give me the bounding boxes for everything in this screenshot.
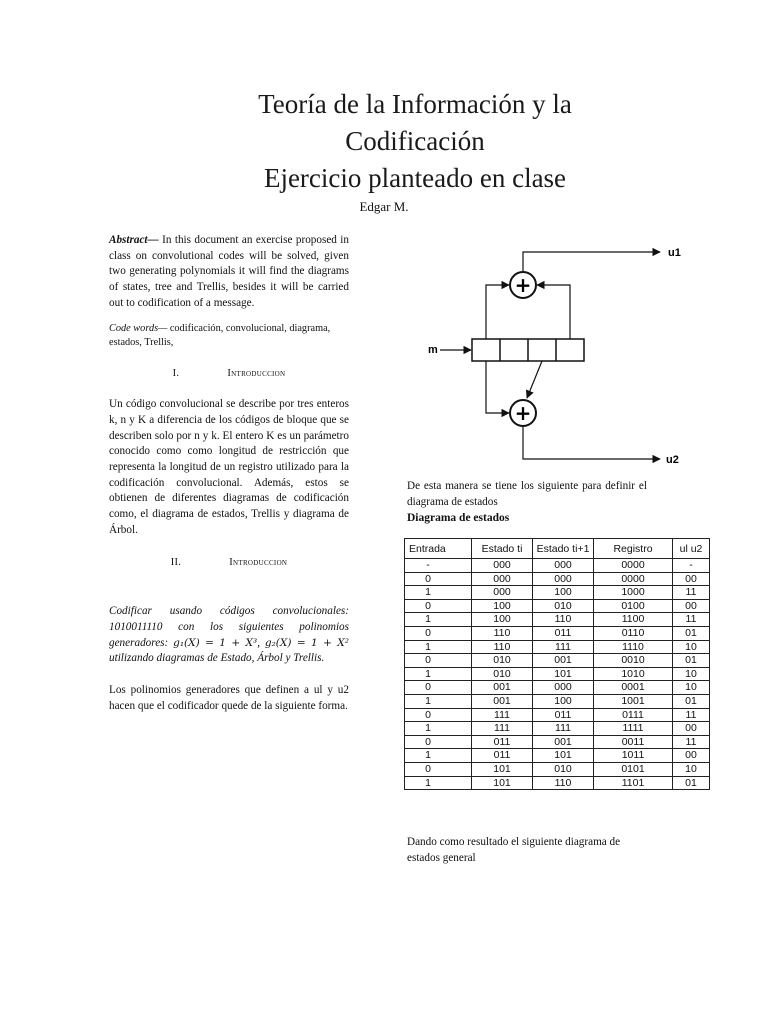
table-cell: 1 <box>405 722 472 736</box>
table-cell: 0 <box>405 599 472 613</box>
table-cell: 011 <box>472 749 533 763</box>
polynomial-g2: g₂(X) = 1 + X² <box>264 636 349 649</box>
table-cell: 10 <box>673 640 710 654</box>
header-entrada: Entrada <box>405 539 472 559</box>
table-row <box>405 586 710 600</box>
task-text-1: Codificar usando códigos convolucionales: 1010011110 con los siguientes polinomios generadores: <box>109 605 349 649</box>
title-line-2: Codificación <box>345 126 485 156</box>
table-cell: 001 <box>533 654 594 668</box>
table-cell: 0 <box>405 735 472 749</box>
table-cell: 101 <box>472 776 533 790</box>
table-cell: 110 <box>533 613 594 627</box>
section-heading-2 <box>109 555 349 571</box>
table-cell: - <box>673 559 710 573</box>
table-cell: 0101 <box>594 762 673 776</box>
table-cell: 010 <box>533 762 594 776</box>
table-cell: 000 <box>533 559 594 573</box>
eq-separator: , <box>257 636 265 649</box>
table-row <box>405 640 710 654</box>
table-cell: 1000 <box>594 586 673 600</box>
table-cell: 01 <box>673 776 710 790</box>
section-title-2: Introduccion <box>229 556 288 568</box>
conclusion-text: Dando como resultado el siguiente diagrama de estados general <box>407 836 621 864</box>
table-cell: 111 <box>533 722 594 736</box>
state-diagram-heading: Diagrama de estados <box>407 512 510 524</box>
table-cell: 010 <box>533 599 594 613</box>
adder-top-symbol: + <box>514 273 532 297</box>
table-cell: 110 <box>533 776 594 790</box>
table-cell: 0011 <box>594 735 673 749</box>
state-table <box>404 538 710 790</box>
table-cell: 011 <box>533 626 594 640</box>
table-cell: 10 <box>673 667 710 681</box>
header-estado-ti: Estado ti <box>472 539 533 559</box>
table-cell: 0 <box>405 626 472 640</box>
table-cell: 11 <box>673 586 710 600</box>
keywords <box>109 322 349 350</box>
author: Edgar M. <box>359 199 409 214</box>
right-column-text <box>407 478 647 526</box>
header-u1u2: ul u2 <box>673 539 710 559</box>
conclusion <box>407 834 653 866</box>
task-text-2: utilizando diagramas de Estado, Árbol y Trellis. <box>109 652 325 665</box>
left-column <box>109 233 349 714</box>
table-cell: 111 <box>472 708 533 722</box>
section-number-1: I. <box>172 367 180 379</box>
title-line-3: Ejercicio planteado en clase <box>263 163 567 193</box>
table-cell: 1 <box>405 749 472 763</box>
state-intro: De esta manera se tiene los siguiente para definir el diagrama de estados <box>407 480 647 508</box>
table-cell: - <box>405 559 472 573</box>
abstract-text: In this document an exercise proposed in class on convolutional codes will be solved, given two generating polynomials it will find the diagrams of states, tree and Trellis, besides it will be carried out to codification of a message. <box>109 234 349 309</box>
table-cell: 1001 <box>594 694 673 708</box>
table-cell: 111 <box>533 640 594 654</box>
table-cell: 101 <box>533 749 594 763</box>
section-2-text: Los polinomios generadores que definen a ul y u2 hacen que el codificador quede de la siguiente forma. <box>109 684 349 712</box>
table-cell: 001 <box>533 735 594 749</box>
output-u2-label: u2 <box>666 454 679 466</box>
adder-bottom <box>510 400 536 426</box>
input-label: m <box>428 344 438 356</box>
table-cell: 1 <box>405 667 472 681</box>
table-row <box>405 559 710 573</box>
table-row <box>405 613 710 627</box>
table-cell: 0000 <box>594 559 673 573</box>
table-cell: 00 <box>673 749 710 763</box>
table-row <box>405 626 710 640</box>
table-cell: 0110 <box>594 626 673 640</box>
table-cell: 101 <box>472 762 533 776</box>
table-cell: 010 <box>472 667 533 681</box>
table-cell: 1 <box>405 613 472 627</box>
table-cell: 00 <box>673 572 710 586</box>
table-cell: 001 <box>472 681 533 695</box>
keywords-text: codificación, convolucional, diagrama, estados, Trellis, <box>109 322 331 348</box>
abstract-label: Abstract— <box>109 234 159 246</box>
adder-top <box>510 272 536 298</box>
paper-title <box>120 86 710 197</box>
table-cell: 0 <box>405 762 472 776</box>
table-cell: 100 <box>472 613 533 627</box>
table-row <box>405 749 710 763</box>
table-cell: 0010 <box>594 654 673 668</box>
table-cell: 010 <box>472 654 533 668</box>
table-cell: 0111 <box>594 708 673 722</box>
table-cell: 0 <box>405 708 472 722</box>
encoder-diagram <box>420 232 700 477</box>
table-cell: 00 <box>673 599 710 613</box>
table-cell: 110 <box>472 640 533 654</box>
table-cell: 0 <box>405 572 472 586</box>
polynomial-g1: g₁(X) = 1 + X³ <box>173 636 258 649</box>
top-connections <box>486 252 660 339</box>
table-cell: 1101 <box>594 776 673 790</box>
table-cell: 10 <box>673 681 710 695</box>
table-row <box>405 762 710 776</box>
table-cell: 0 <box>405 654 472 668</box>
table-cell: 100 <box>533 694 594 708</box>
table-cell: 10 <box>673 762 710 776</box>
table-cell: 000 <box>472 586 533 600</box>
table-cell: 000 <box>533 681 594 695</box>
table-cell: 110 <box>472 626 533 640</box>
adder-bottom-symbol: + <box>514 401 532 425</box>
table-cell: 1010 <box>594 667 673 681</box>
table-cell: 1110 <box>594 640 673 654</box>
table-cell: 1 <box>405 694 472 708</box>
table-cell: 011 <box>533 708 594 722</box>
table-cell: 0 <box>405 681 472 695</box>
table-cell: 1 <box>405 586 472 600</box>
section-1-text: Un código convolucional se describe por tres enteros k, n y K a diferencia de los códigos de bloque que se describen solo por n y k. El entero K es un parámetro conocido como como longitud de restricción que representa la longitud de un registro utilizado para la codificación convolucional. Además, estos se obtienen de diferentes diagramas de codificación como, el diagrama de estados, Trellis y diagrama de Árbol. <box>109 398 349 536</box>
table-cell: 000 <box>472 559 533 573</box>
table-cell: 11 <box>673 708 710 722</box>
table-row <box>405 735 710 749</box>
table-cell: 0000 <box>594 572 673 586</box>
header-registro: Registro <box>594 539 673 559</box>
table-cell: 001 <box>472 694 533 708</box>
table-cell: 011 <box>472 735 533 749</box>
table-cell: 01 <box>673 626 710 640</box>
table-row <box>405 572 710 586</box>
table-cell: 1 <box>405 776 472 790</box>
table-cell: 000 <box>472 572 533 586</box>
keywords-label: Code words— <box>109 322 168 334</box>
table-row <box>405 654 710 668</box>
table-row <box>405 776 710 790</box>
table-cell: 1100 <box>594 613 673 627</box>
table-row <box>405 599 710 613</box>
table-row <box>405 722 710 736</box>
abstract <box>109 233 349 312</box>
table-cell: 100 <box>533 586 594 600</box>
output-u1-label: u1 <box>668 247 681 259</box>
table-cell: 1111 <box>594 722 673 736</box>
table-row <box>405 681 710 695</box>
table-cell: 0001 <box>594 681 673 695</box>
table-cell: 000 <box>533 572 594 586</box>
table-body <box>405 559 710 790</box>
section-number-2: II. <box>170 556 182 568</box>
table-cell: 1 <box>405 640 472 654</box>
header-estado-ti1: Estado ti+1 <box>533 539 594 559</box>
table-cell: 01 <box>673 694 710 708</box>
table-row <box>405 667 710 681</box>
table-cell: 0100 <box>594 599 673 613</box>
section-title-1: Introduccion <box>227 367 286 379</box>
title-line-1: Teoría de la Información y la <box>258 89 572 119</box>
table-row <box>405 708 710 722</box>
table-cell: 111 <box>472 722 533 736</box>
table-cell: 00 <box>673 722 710 736</box>
table-cell: 01 <box>673 654 710 668</box>
table-cell: 1011 <box>594 749 673 763</box>
table-row <box>405 694 710 708</box>
task-statement <box>109 604 349 667</box>
table-cell: 100 <box>472 599 533 613</box>
table-cell: 11 <box>673 613 710 627</box>
section-heading-1 <box>109 366 349 382</box>
table-cell: 11 <box>673 735 710 749</box>
table-cell: 101 <box>533 667 594 681</box>
shift-register <box>472 339 584 361</box>
table-header-row <box>405 539 710 559</box>
